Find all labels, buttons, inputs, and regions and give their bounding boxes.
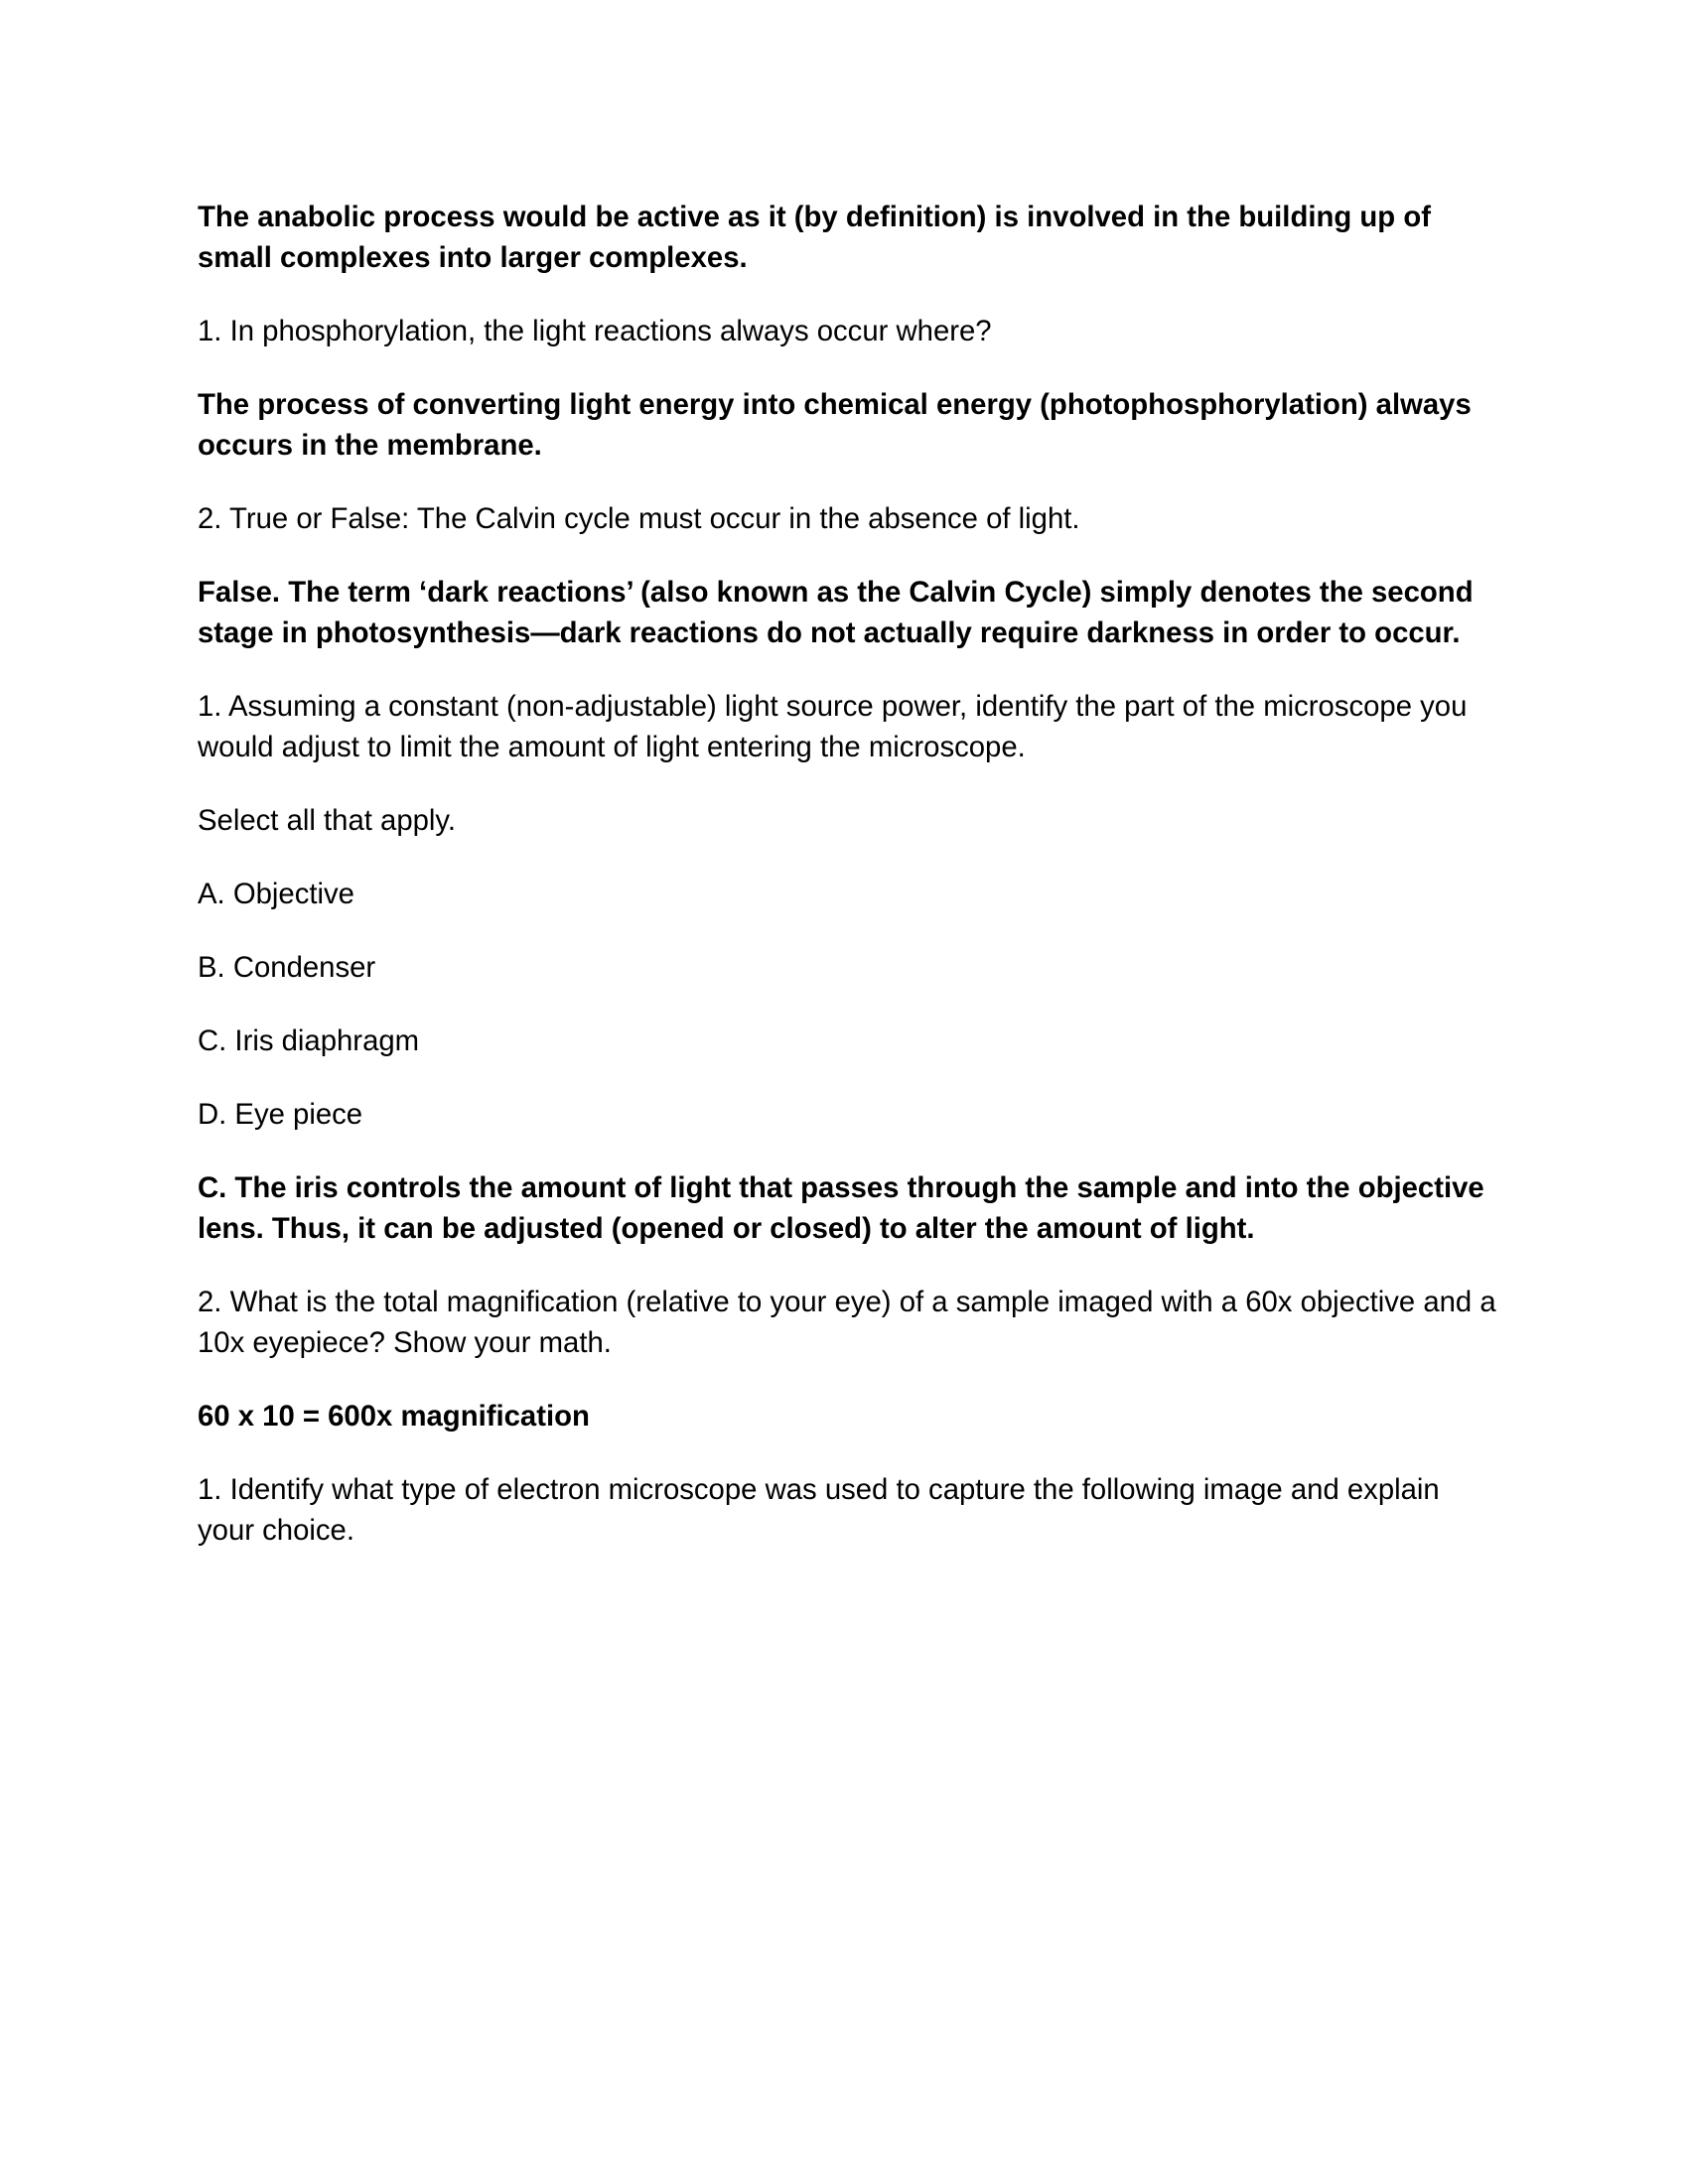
answer-anabolic: The anabolic process would be active as it (by definition) is involved in the building up of small complexes into larger complexes. <box>198 201 1431 274</box>
question-electron-microscope: 1. Identify what type of electron microscope was used to capture the following image and explain your choice. <box>198 1473 1440 1547</box>
question-magnification: 2. What is the total magnification (relative to your eye) of a sample imaged with a 60x objective and a 10x eyepiece? Show your math. <box>198 1286 1496 1359</box>
answer-microscope-light: C. The iris controls the amount of light that passes through the sample and into the objective lens. Thus, it can be adjusted (opened or closed) to alter the amount of light. <box>198 1171 1484 1245</box>
answer-phosphorylation: The process of converting light energy into chemical energy (photophosphorylation) always occurs in the membrane. <box>198 388 1472 462</box>
document-page <box>198 197 1498 1583</box>
answer-calvin-cycle: False. The term ‘dark reactions’ (also known as the Calvin Cycle) simply denotes the second stage in photosynthesis—dark reactions do not actually require darkness in order to occur. <box>198 576 1474 649</box>
answer-magnification: 60 x 10 = 600x magnification <box>198 1400 590 1433</box>
question-calvin-cycle: 2. True or False: The Calvin cycle must occur in the absence of light. <box>198 502 1080 535</box>
option-c-iris-diaphragm: C. Iris diaphragm <box>198 1024 420 1057</box>
question-phosphorylation: 1. In phosphorylation, the light reactions always occur where? <box>198 315 992 347</box>
question-microscope-light: 1. Assuming a constant (non-adjustable) light source power, identify the part of the microscope you would adjust to limit the amount of light entering the microscope. <box>198 690 1468 763</box>
option-b-condenser: B. Condenser <box>198 951 376 984</box>
option-a-objective: A. Objective <box>198 878 354 910</box>
instruction-select-all: Select all that apply. <box>198 804 457 837</box>
option-d-eye-piece: D. Eye piece <box>198 1098 363 1131</box>
